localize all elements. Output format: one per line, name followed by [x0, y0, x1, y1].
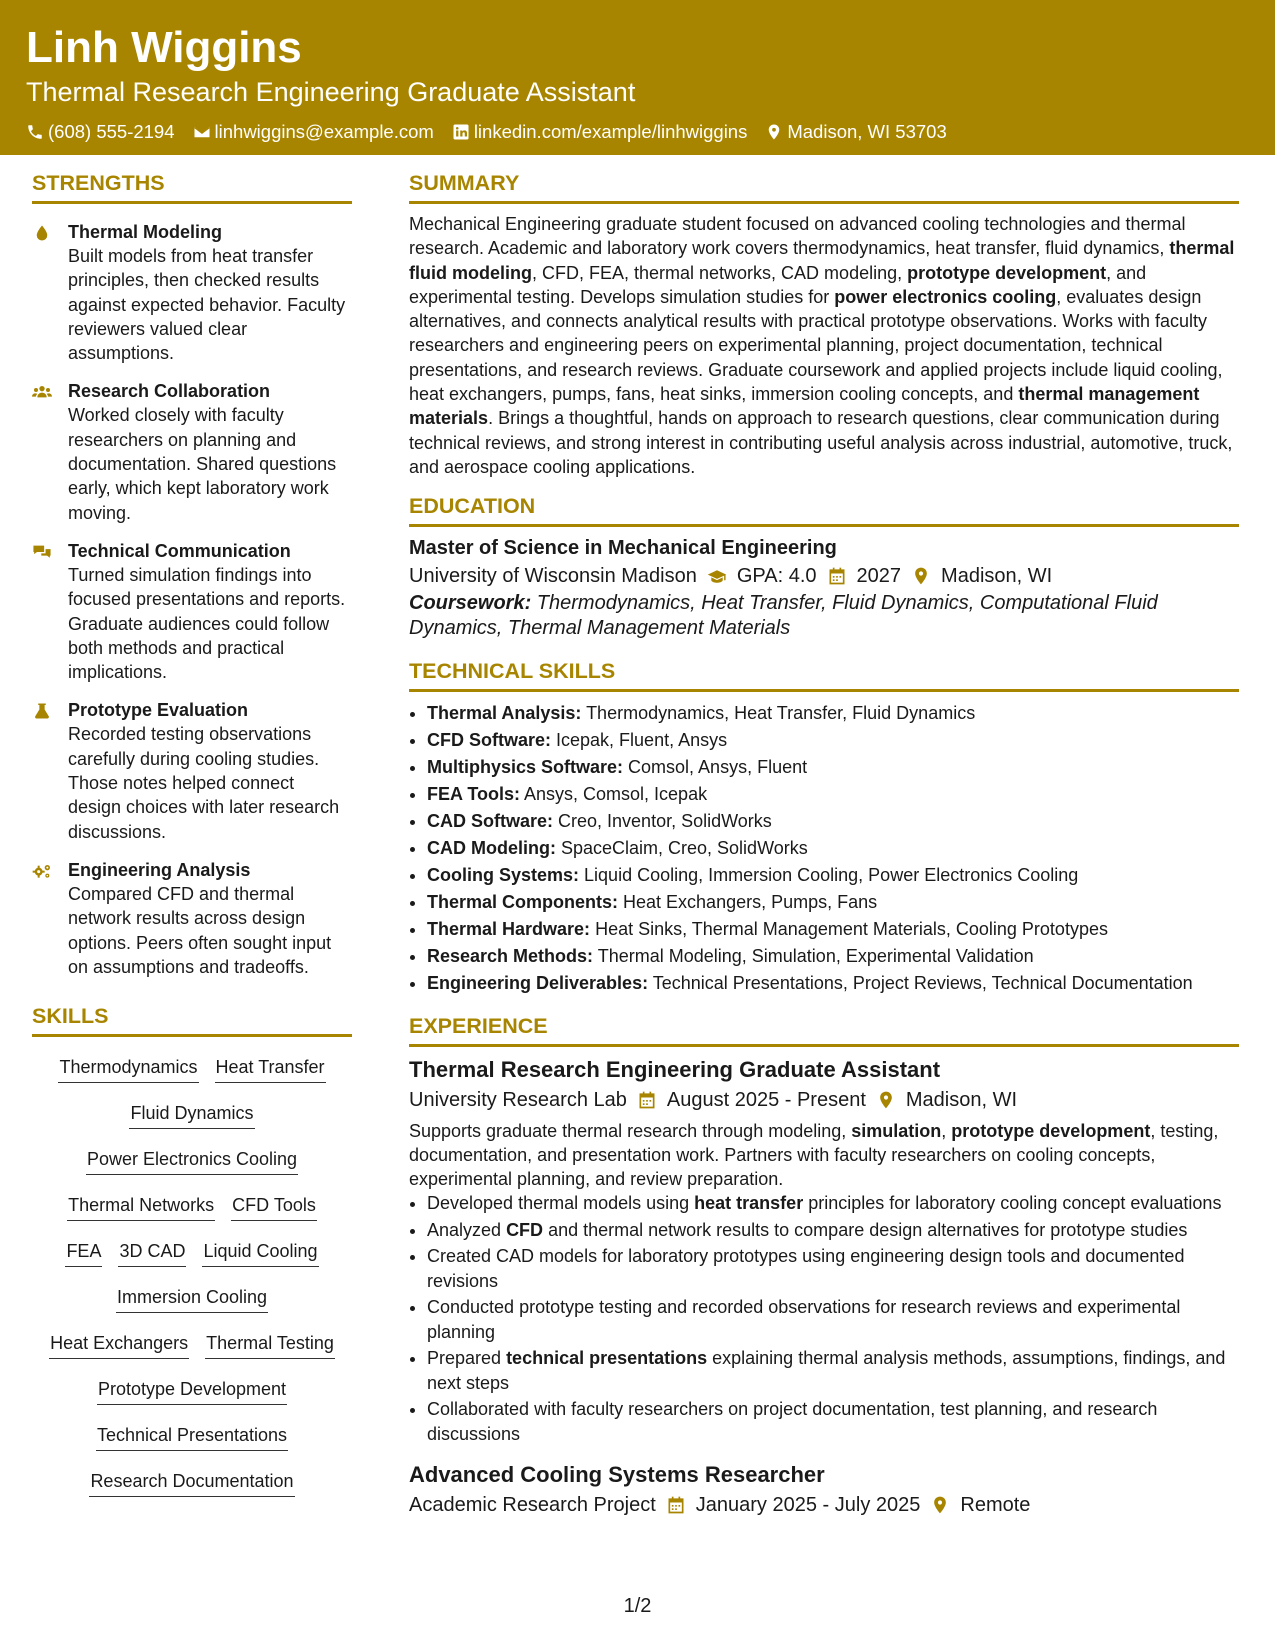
strength-desc: Worked closely with faculty researchers on planning and documentation. Shared questions early, which kept laboratory work moving. [68, 405, 337, 523]
strength-item [32, 539, 352, 684]
strength-desc: Recorded testing observations carefully during cooling studies. Those notes helped connect design choices with later research discussions. [68, 724, 340, 842]
contact-bar [26, 120, 1249, 144]
linkedin-text: linkedin.com/example/linhwiggins [473, 121, 748, 142]
location-icon [876, 1090, 896, 1110]
school-location: Madison, WI [941, 565, 1053, 588]
technical-skill-item [427, 781, 1239, 808]
coursework-list: Thermodynamics, Heat Transfer, Fluid Dynamics, Computational Fluid Dynamics, Thermal Management Materials [409, 592, 1158, 639]
school-name: University of Wisconsin Madison [409, 565, 697, 588]
candidate-name: Linh Wiggins [26, 23, 302, 72]
job-title: Thermal Research Engineering Graduate Assistant [409, 1057, 941, 1083]
bold-text: heat transfer [694, 1193, 804, 1214]
technical-skills-heading: TECHNICAL SKILLS [409, 656, 1239, 692]
skills-row [38, 1325, 346, 1371]
skills-row [38, 1463, 346, 1509]
text-run: Developed thermal models using [427, 1193, 695, 1214]
right-column [409, 168, 1239, 1520]
summary-heading: SUMMARY [409, 168, 1239, 204]
location-text: Madison, WI 53703 [787, 121, 947, 142]
skill-category: Engineering Deliverables: [427, 973, 649, 994]
job-meta [409, 1490, 1239, 1520]
contact-phone[interactable] [26, 120, 175, 144]
skill-values: Icepak, Fluent, Ansys [551, 730, 728, 751]
skill-tag: Liquid Cooling [202, 1239, 318, 1267]
strength-item [32, 379, 352, 524]
calendar-icon [637, 1090, 657, 1110]
strength-title: Prototype Evaluation [68, 700, 249, 721]
job-title: Advanced Cooling Systems Researcher [409, 1462, 825, 1488]
strength-desc: Compared CFD and thermal network results across design options. Peers often sought input on assumptions and tradeoffs. [68, 883, 332, 977]
skill-values: Heat Sinks, Thermal Management Materials, Cooling Prototypes [590, 919, 1108, 940]
text-run: and thermal network results to compare design alternatives for prototype studies [543, 1219, 1188, 1240]
skills-heading: SKILLS [32, 1001, 352, 1037]
skill-category: Research Methods: [427, 946, 594, 967]
technical-skill-item [427, 754, 1239, 781]
summary-text [409, 212, 1239, 479]
location-icon [930, 1495, 950, 1515]
strength-title: Technical Communication [68, 540, 291, 561]
job-org: University Research Lab [409, 1089, 627, 1112]
skill-tag: Research Documentation [89, 1469, 294, 1497]
resume-header [0, 0, 1275, 155]
job-bullets [409, 1191, 1239, 1446]
bold-text: thermal management materials [409, 384, 1200, 429]
job-bullet [427, 1295, 1239, 1344]
technical-skill-item [427, 835, 1239, 862]
skill-values: Ansys, Comsol, Icepak [520, 784, 708, 805]
text-run: , CFD, FEA, thermal networks, CAD modeling, [532, 262, 908, 283]
technical-skill-item [427, 889, 1239, 916]
skills-row [38, 1417, 346, 1463]
job-bullet [427, 1244, 1239, 1293]
strength-item [32, 698, 352, 843]
skill-category: Thermal Analysis: [427, 703, 582, 724]
skill-tag: Thermal Networks [67, 1193, 215, 1221]
skill-tag: Technical Presentations [96, 1423, 288, 1451]
skill-values: Comsol, Ansys, Fluent [623, 757, 808, 778]
technical-skill-item [427, 700, 1239, 727]
strength-title: Thermal Modeling [68, 222, 223, 242]
skill-category: Thermal Hardware: [427, 919, 591, 940]
bold-text: power electronics cooling [834, 286, 1057, 307]
job-entry [409, 1055, 1239, 1446]
text-run: Analyzed [427, 1219, 507, 1240]
skill-tag: FEA [65, 1239, 102, 1267]
job-dates: August 2025 - Present [666, 1089, 866, 1112]
gpa-text: GPA: 4.0 [736, 565, 817, 588]
skills-row [38, 1233, 346, 1279]
linkedin-icon [452, 123, 470, 141]
skill-values: Technical Presentations, Project Reviews, Technical Documentation [648, 973, 1193, 994]
technical-skill-item [427, 727, 1239, 754]
text-run: explaining thermal analysis methods, assumptions, findings, and next steps [427, 1348, 1226, 1393]
skills-row [38, 1371, 346, 1417]
skill-category: CAD Modeling: [427, 838, 556, 859]
bold-text: simulation [851, 1121, 942, 1142]
text-run: Collaborated with faculty researchers on project documentation, test planning, and research discussions [427, 1399, 1158, 1444]
bold-text: prototype development [907, 262, 1107, 283]
skills-row [38, 1095, 346, 1141]
technical-skill-item [427, 862, 1239, 889]
page-number: 1/2 [623, 1595, 652, 1617]
text-run: , [941, 1121, 952, 1142]
skill-tag: CFD Tools [231, 1193, 317, 1221]
skills-row [38, 1141, 346, 1187]
job-location: Madison, WI [905, 1089, 1018, 1112]
text-run: Prepared [427, 1348, 507, 1369]
skill-tag: Thermodynamics [58, 1055, 198, 1083]
graduation-cap-icon [707, 566, 727, 586]
strength-item [32, 858, 352, 979]
bold-text: prototype development [951, 1121, 1151, 1142]
coursework [409, 591, 1239, 640]
experience-heading: EXPERIENCE [409, 1011, 1239, 1047]
skills-row [38, 1187, 346, 1233]
skill-tag: 3D CAD [118, 1239, 186, 1267]
skill-tag: Fluid Dynamics [129, 1101, 254, 1129]
skill-tag: Thermal Testing [205, 1331, 335, 1359]
skill-values: Creo, Inventor, SolidWorks [553, 811, 772, 832]
contact-linkedin[interactable] [452, 120, 748, 144]
bold-text: technical presentations [506, 1348, 708, 1369]
skill-tag: Immersion Cooling [116, 1285, 268, 1313]
calendar-icon [666, 1495, 686, 1515]
skill-category: FEA Tools: [427, 784, 520, 805]
job-org: Academic Research Project [409, 1494, 656, 1517]
left-column [32, 168, 352, 1509]
skills-row [38, 1049, 346, 1095]
contact-email[interactable] [193, 120, 434, 144]
text-run: Conducted prototype testing and recorded observations for research reviews and experimental planning [427, 1297, 1181, 1342]
job-location: Remote [960, 1494, 1031, 1517]
degree-title: Master of Science in Mechanical Engineering [409, 537, 837, 560]
skill-category: CAD Software: [427, 811, 554, 832]
skill-category: Cooling Systems: [427, 865, 580, 886]
skill-tag: Heat Exchangers [49, 1331, 189, 1359]
job-bullet [427, 1191, 1239, 1216]
skill-tag: Power Electronics Cooling [86, 1147, 298, 1175]
grad-year: 2027 [856, 565, 902, 588]
strengths-heading: STRENGTHS [32, 168, 352, 204]
strength-desc: Turned simulation findings into focused presentations and reports. Graduate audiences could follow both methods and practical implications. [68, 564, 346, 683]
skill-values: Thermal Modeling, Simulation, Experimental Validation [593, 946, 1034, 967]
strength-title: Research Collaboration [68, 381, 271, 402]
strength-title: Engineering Analysis [68, 859, 251, 880]
text-run: principles for laboratory cooling concept evaluations [803, 1193, 1222, 1214]
skill-values: Liquid Cooling, Immersion Cooling, Power Electronics Cooling [579, 865, 1079, 886]
job-bullet [427, 1218, 1239, 1243]
skills-row [38, 1279, 346, 1325]
skill-values: SpaceClaim, Creo, SolidWorks [555, 838, 808, 859]
skill-values: Heat Exchangers, Pumps, Fans [618, 892, 878, 913]
envelope-icon [193, 123, 211, 141]
text-run: Mechanical Engineering graduate student focused on advanced cooling technologies and thermal research. Academic and laboratory work covers thermodynamics, heat transfer, fluid dynamics, [409, 214, 1186, 259]
skill-category: Multiphysics Software: [427, 757, 624, 778]
education-meta [409, 561, 1239, 591]
experience-list [409, 1055, 1239, 1520]
bold-text: thermal fluid modeling [409, 238, 1235, 283]
text-run: . Brings a thoughtful, hands on approach to research questions, clear communication during technical reviews, and strong interest in contributing useful analysis across industrial, automotive, truck, and aerospace cooling applications. [409, 408, 1233, 477]
bold-text: CFD [506, 1219, 544, 1240]
text-run: Created CAD models for laboratory prototypes using engineering design tools and documented revisions [427, 1246, 1185, 1291]
job-entry [409, 1460, 1239, 1520]
skill-category: Thermal Components: [427, 892, 619, 913]
education-heading: EDUCATION [409, 491, 1239, 527]
technical-skill-item [427, 808, 1239, 835]
droplet-icon [32, 224, 52, 242]
coursework-label: Coursework: [409, 592, 532, 615]
job-bullet [427, 1346, 1239, 1395]
email-text: linhwiggins@example.com [214, 121, 434, 142]
users-icon [32, 383, 52, 401]
job-description [409, 1119, 1239, 1191]
technical-skill-item [427, 970, 1239, 997]
text-run: , and experimental testing. Develops simulation studies for [409, 262, 1147, 307]
candidate-title: Thermal Research Engineering Graduate Assistant [26, 77, 636, 107]
skill-tag: Heat Transfer [215, 1055, 326, 1083]
text-run: , testing, documentation, and presentation work. Partners with faculty researchers on cooling concepts, experimental planning, and review preparation. [409, 1121, 1219, 1190]
technical-skills-list [409, 700, 1239, 997]
text-run: Supports graduate thermal research through modeling, [409, 1121, 852, 1142]
job-bullet [427, 1397, 1239, 1446]
strength-desc: Built models from heat transfer principles, then checked results against expected behavior. Faculty reviewers valued clear assumptions. [68, 246, 346, 364]
strength-item [32, 220, 352, 365]
text-run: , evaluates design alternatives, and connects analytical results with practical prototype observations. Works with faculty researchers and engineering peers on experimental planning, project documentation, technical presentations, and research reviews. Graduate coursework and applied projects include liquid cooling, heat exchangers, pumps, fans, heat sinks, immersion cooling concepts, and [409, 286, 1223, 405]
skills-list [32, 1045, 352, 1509]
phone-icon [26, 123, 44, 141]
job-meta [409, 1085, 1239, 1115]
contact-location [765, 120, 946, 144]
phone-text: (608) 555-2194 [48, 121, 175, 142]
location-icon [911, 566, 931, 586]
comments-icon [32, 543, 52, 561]
skill-values: Thermodynamics, Heat Transfer, Fluid Dynamics [581, 703, 976, 724]
job-dates: January 2025 - July 2025 [695, 1494, 921, 1517]
technical-skill-item [427, 943, 1239, 970]
flask-icon [32, 702, 52, 720]
skill-tag: Prototype Development [97, 1377, 287, 1405]
gears-icon [32, 862, 52, 880]
calendar-icon [827, 566, 847, 586]
location-icon [765, 123, 783, 141]
skill-category: CFD Software: [427, 730, 552, 751]
technical-skill-item [427, 916, 1239, 943]
